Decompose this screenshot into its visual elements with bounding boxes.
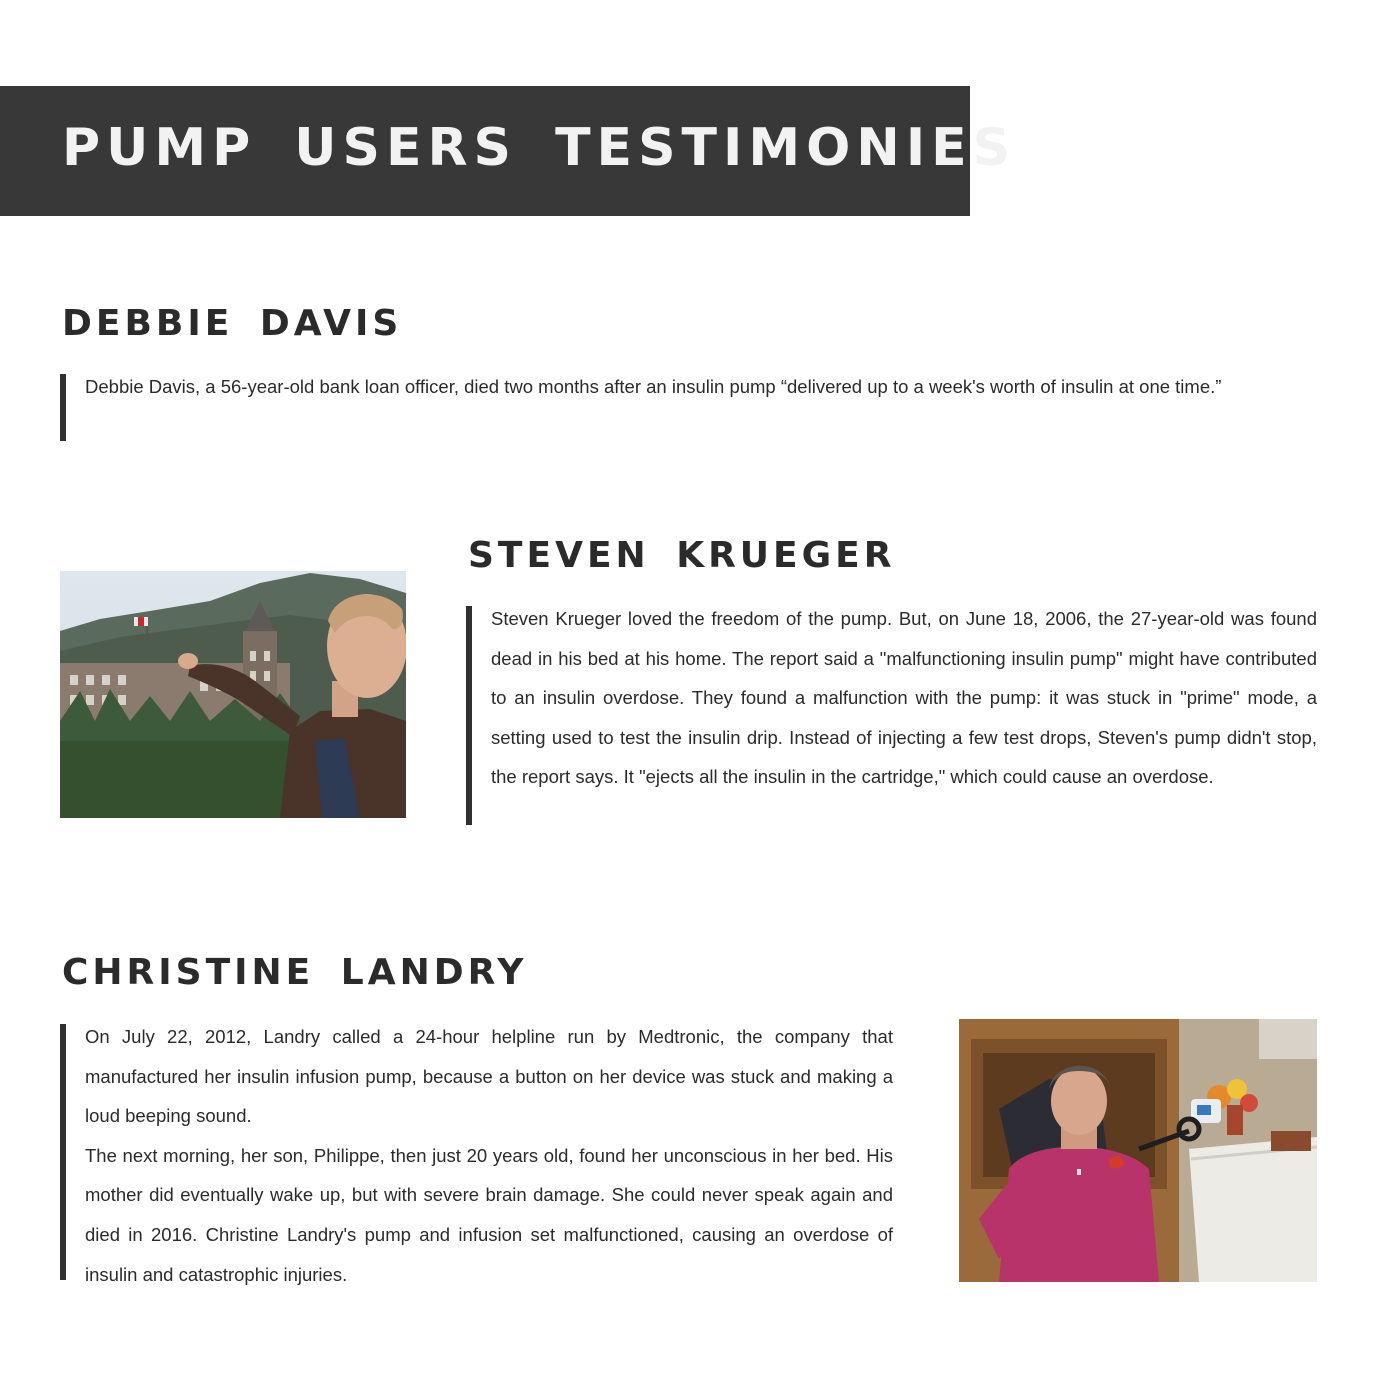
testimony-quote-steven-krueger	[466, 606, 1317, 825]
testimony-quote-debbie-davis	[60, 374, 1317, 441]
photo-steven-krueger	[60, 571, 406, 818]
photo-christine-landry-illustration	[959, 1019, 1317, 1282]
testimony-paragraph: Steven Krueger loved the freedom of the pump. But, on June 18, 2006, the 27-year-old was found dead in his bed at his home. The report said a "malfunctioning insulin pump" might have contributed to an insulin overdose. They found a malfunction with the pump: it was stuck in "prime" mode, a setting used to test the insulin drip. Instead of injecting a few test drops, Steven's pump didn't stop, the report says. It "ejects all the insulin in the cartridge," which could cause an overdose.	[491, 608, 1317, 788]
testimony-name-debbie-davis: DEBBIE DAVIS	[62, 303, 403, 344]
testimony-paragraph: Debbie Davis, a 56-year-old bank loan officer, died two months after an insulin pump “delivered up to a week's worth of insulin at one time.”	[85, 376, 1222, 397]
testimony-name-steven-krueger: STEVEN KRUEGER	[468, 535, 896, 576]
testimony-name-christine-landry: CHRISTINE LANDRY	[62, 952, 528, 993]
testimony-paragraph: The next morning, her son, Philippe, then just 20 years old, found her unconscious in her bed. His mother did eventually wake up, but with severe brain damage. She could never speak again and died in 2016. Christine Landry's pump and infusion set malfunctioned, causing an overdose of insulin and catastrophic injuries.	[85, 1144, 893, 1285]
testimony-paragraph: On July 22, 2012, Landry called a 24-hour helpline run by Medtronic, the company that manufactured her insulin infusion pump, because a button on her device was stuck and making a loud beeping sound.	[85, 1026, 893, 1127]
page-title: PUMP USERS TESTIMONIES	[62, 118, 1017, 178]
photo-steven-krueger-illustration	[60, 571, 406, 818]
photo-christine-landry	[959, 1019, 1317, 1282]
testimony-quote-christine-landry	[60, 1024, 893, 1285]
